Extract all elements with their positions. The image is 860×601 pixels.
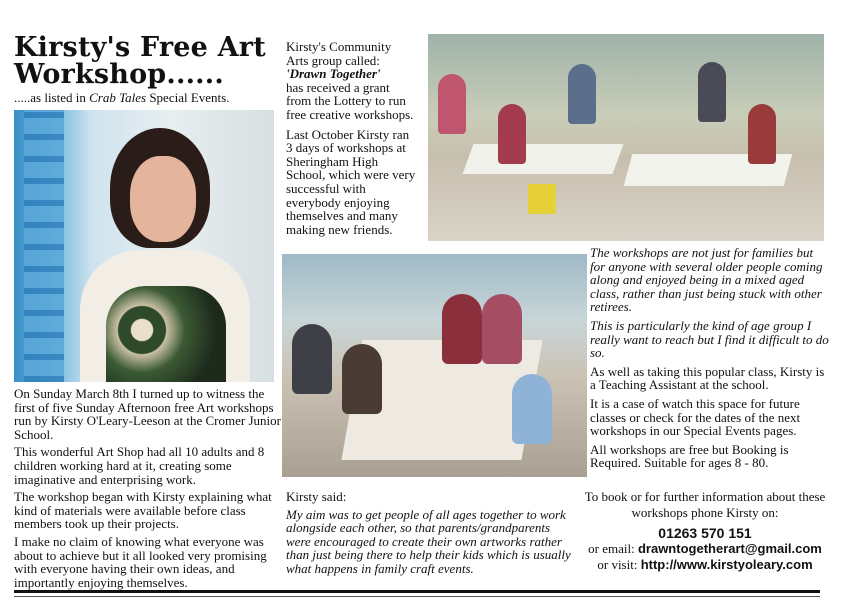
- photo-dress: [106, 286, 226, 382]
- photo-table-left: [463, 144, 624, 174]
- photo-person: [748, 104, 776, 164]
- photo-person: [498, 104, 526, 164]
- right-paragraph-2: This is particularly the kind of age group I really want to reach but I find it difficult to do so.: [590, 317, 829, 361]
- right-paragraph-5: All workshops are free but Booking is Required. Suitable for ages 8 - 80.: [590, 441, 789, 471]
- kirsty-portrait-photo: [14, 110, 274, 382]
- middle-column-text: [286, 40, 416, 242]
- photo-face: [130, 156, 196, 242]
- right-column-text: [590, 246, 830, 475]
- contact-email-line: [555, 541, 855, 557]
- photo-person: [512, 374, 552, 444]
- subtitle-publication: Crab Tales: [89, 90, 147, 105]
- right-paragraph-1: The workshops are not just for families but for anyone with several older people coming along and enjoyed being in a mixed aged class, rather than just being stuck with other retirees.: [590, 245, 823, 315]
- website-label: or visit:: [597, 557, 641, 572]
- left-paragraph-4: I make no claim of knowing what everyone was about to achieve but it all looked very promising with everyone having their own ideas, and importantly enjoying themselves.: [14, 533, 267, 590]
- photo-person: [342, 344, 382, 414]
- group-name: 'Drawn Together': [286, 66, 381, 82]
- contact-block: [555, 489, 855, 573]
- middle-intro: [286, 40, 416, 122]
- kirsty-said-label: Kirsty said:: [286, 489, 347, 504]
- contact-website-link[interactable]: http://www.kirstyoleary.com: [640, 557, 813, 572]
- kirsty-quote-block: [286, 490, 576, 576]
- left-paragraph-1: On Sunday March 8th I turned up to witness the first of five Sunday Afternoon free Art workshops run by Kirsty O'Leary-Leeson at the Cromer Junior School.: [14, 386, 281, 442]
- contact-email-link[interactable]: drawntogetherart@gmail.com: [637, 541, 822, 556]
- left-column-text: [14, 387, 282, 593]
- left-paragraph-3: The workshop began with Kirsty explaining what kind of materials were available before class members took up their projects.: [14, 489, 272, 532]
- bottom-rule-thin: [14, 596, 820, 597]
- article-subtitle: [14, 90, 229, 106]
- subtitle-prefix: .....as listed in: [14, 90, 90, 105]
- photo-person: [438, 74, 466, 134]
- right-paragraph-3: As well as taking this popular class, Kirsty is a Teaching Assistant at the school.: [590, 363, 825, 393]
- subtitle-suffix: Special Events.: [146, 90, 230, 105]
- bottom-rule: [14, 590, 820, 593]
- right-paragraph-4: It is a case of watch this space for future classes or check for the dates of the next workshops in our Special Events pages.: [590, 395, 801, 439]
- article-title: Kirsty's Free Art Workshop......: [14, 32, 266, 90]
- photo-person: [292, 324, 332, 394]
- grant-text: has received a grant from the Lottery to run free creative workshops.: [286, 79, 414, 122]
- photo-person: [568, 64, 596, 124]
- photo-person: [442, 294, 482, 364]
- photo-person: [698, 62, 726, 122]
- left-paragraph-2: This wonderful Art Shop had all 10 adults and 8 children working hard at it, creating some imaginative and enterprising work.: [14, 444, 265, 487]
- blue-frame-detail: [24, 110, 64, 382]
- october-paragraph: Last October Kirsty ran 3 days of workshops at Sheringham High School, which were very successful with everybody enjoying themselves and many making new friends.: [286, 126, 416, 237]
- email-label: or email:: [588, 541, 638, 556]
- contact-website-line: [555, 557, 855, 573]
- workshop-room-photo: [428, 34, 824, 241]
- middle-intro-text: Kirsty's Community Arts group called:: [286, 39, 392, 68]
- kirsty-quote: My aim was to get people of all ages together to work alongside each other, so that parents/grandparents were encouraged to create their own artworks rather than just being there to help their kids which is usually what happens in family craft events.: [286, 506, 571, 576]
- photo-person: [482, 294, 522, 364]
- contact-intro: To book or for further information about these workshops phone Kirsty on:: [584, 489, 826, 520]
- photo-yellow-chair: [528, 184, 556, 214]
- workshop-table-photo: [282, 254, 587, 477]
- contact-phone: 01263 570 151: [658, 525, 752, 541]
